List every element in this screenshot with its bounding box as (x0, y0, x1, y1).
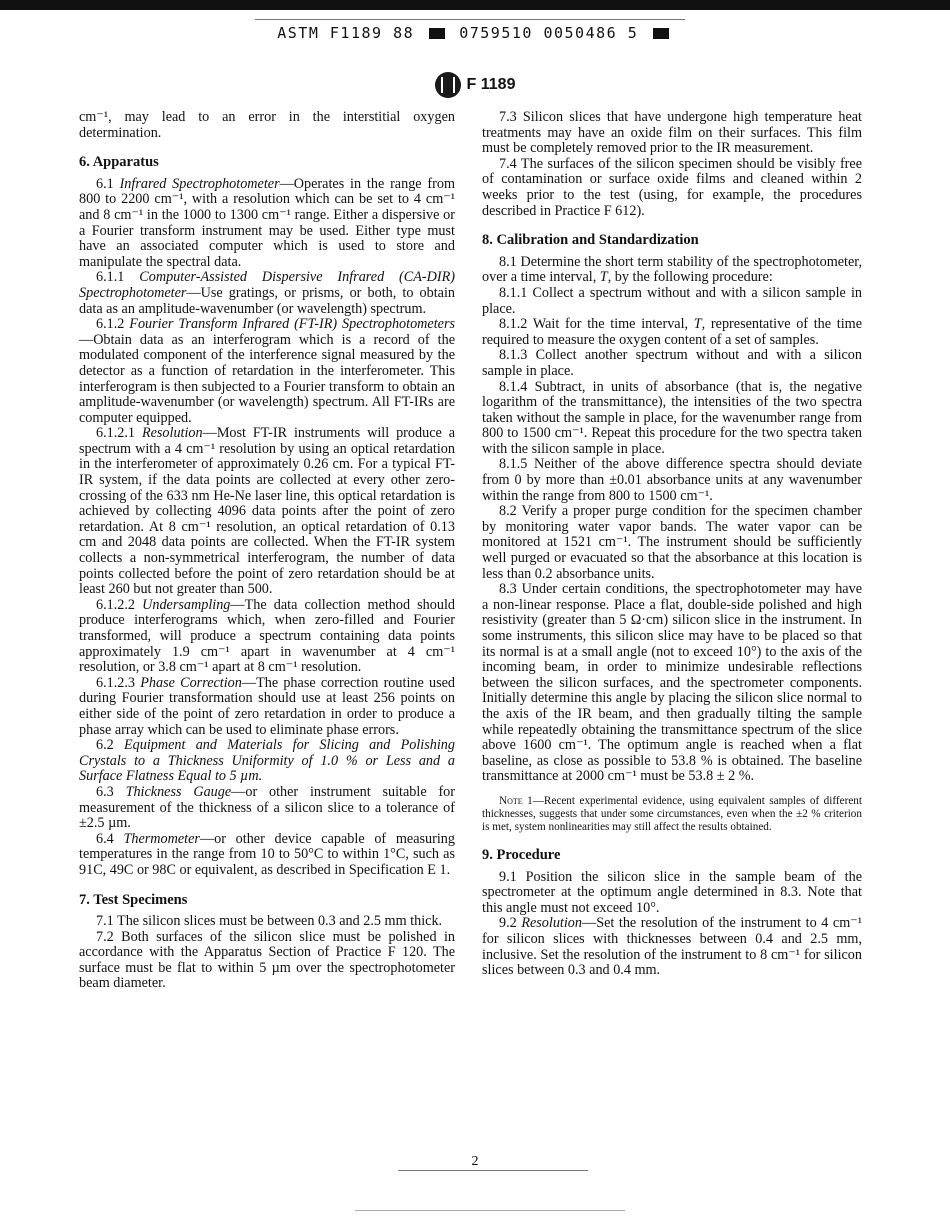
paragraph-7-1: 7.1 The silicon slices must be between 0.3 and 2.5 mm thick. (96, 913, 443, 930)
scan-header-line (0, 24, 950, 42)
paragraph-7-3: 7.3 Silicon slices that have undergone high temperature heat treatments may have an oxide film on their surfaces. This film must be completely removed prior to the IR measurement. (482, 109, 862, 157)
page-number: 2 (471, 1154, 479, 1169)
paragraph-8-2: 8.2 Verify a proper purge condition for the specimen chamber by monitoring water vapor bands. The water vapor can be monitored at 1521 cm⁻¹. The instrument should be sufficiently well purged or evacuated so that the absorbance at this location is less than 0.2 absorbance units. (482, 503, 862, 582)
paragraph-8-3: 8.3 Under certain conditions, the spectrophotometer may have a non-linear response. Place a flat, double-side polished and high resistivity (greater than 5 Ω·cm) silicon slice in the instrument. In some instruments, this silicon slice may have to be placed so that its normal is at a small angle (not to exceed 10°) to the axis of the incoming beam, in order to minimize undesirable reflections between the silicon surfaces, and the spectrometer components. Initially determine this angle by placing the silicon slice normal to the axis of the IR beam, and then gradually tilting the sample while repeatedly obtaining the transmittance spectrum of the slice above 1600 cm⁻¹. The optimum angle is reached when a flat baseline, as close as possible to 53.8 % is obtained. The baseline transmittance at 2000 cm⁻¹ must be 53.8 ± 2 %. (482, 581, 862, 785)
paragraph-8-1-2: 8.1.2 Wait for the time interval, T, representative of the time required to measure the oxygen content of a set of samples. (482, 316, 862, 348)
paragraph-6-1-2-1: 6.1.2.1 Resolution—Most FT-IR instruments will produce a spectrum with a 4 cm⁻¹ resolution by using an optical retardation in the interferometer of approximately 0.26 cm. For a typical FT-IR system, if the data points are collected at every other zero-crossing of the 633 nm He-Ne laser line, this optical retardation is achieved by collecting 4096 data points after the point of zero retardation. At 8 cm⁻¹ resolution, an optical retardation of 0.13 cm and 2048 data points are collected. When the FT-IR system collects a non-symmetrical interferogram, the number of data points collected before the point of zero retardation should be at least 260 but not greater than 500. (79, 425, 456, 598)
paragraph-6-3: 6.3 Thickness Gauge—or other instrument suitable for measurement of the thickness of a silicon slice to a tolerance of ±2.5 µm. (79, 783, 455, 832)
paragraph-7-2: 7.2 Both surfaces of the silicon slice must be polished in accordance with the Apparatus Section of Practice F 120. The surface must be flat to within 5 µm over the spectrophotometer beam diameter. (79, 928, 455, 992)
paragraph-6-1-2-3: 6.1.2.3 Phase Correction—The phase correction routine used during Fourier transformation should use at least 256 points on either side of the point of zero retardation in order to produce a phase array which can be used to eliminate phase errors. (79, 674, 455, 738)
left-column (79, 110, 455, 992)
paragraph-6-2: 6.2 Equipment and Materials for Slicing and Polishing Crystals to a Thickness Uniformity of 1.0 % or Less and a Surface Flatness Equal to 5 µm. (79, 737, 455, 785)
scan-id: ASTM F1189 88 (277, 24, 415, 42)
footer-rule (398, 1170, 588, 1171)
paragraph: cm⁻¹, may lead to an error in the interstitial oxygen determination. (79, 109, 455, 141)
bottom-rule (355, 1210, 625, 1211)
paragraph-6-1-1: 6.1.1 Computer-Assisted Dispersive Infrared (CA-DIR) Spectrophotometer—Use gratings, or prisms, or both, to obtain data as an amplitude-wavenumber (or wavelength) spectrum. (79, 269, 455, 317)
scan-top-edge (0, 0, 950, 10)
page-header (0, 72, 950, 98)
paragraph-9-2: 9.2 Resolution—Set the resolution of the instrument to 4 cm⁻¹ for silicon slices with thicknesses between 0.4 and 2.5 mm, inclusive. Set the resolution of the instrument to 8 cm⁻¹ for silicon slices between 0.3 and 0.4 mm. (482, 915, 863, 979)
paragraph-9-1: 9.1 Position the silicon slice in the sample beam of the spectrometer at the optimum angle determined in 8.3. Note that this angle must not exceed 10°. (482, 868, 862, 916)
section-heading-procedure: 9. Procedure (482, 846, 561, 863)
paragraph-7-4: 7.4 The surfaces of the silicon specimen should be visibly free of contamination or surface oxide films and cleaned within 2 weeks prior to the test (using, for example, the procedures described in Practice F 612). (482, 155, 862, 219)
paragraph-6-1-2: 6.1.2 Fourier Transform Infrared (FT-IR) Spectrophotometers—Obtain data as an interferogram which is a record of the modulated component of the interference signal measured by the detector as a function of retardation in the interferometer. This interferogram is then subjected to a Fourier transform to obtain an amplitude-wavenumber (or wavelength) spectrum. All FT-IRs are computer equipped. (79, 316, 456, 426)
standard-number: F 1189 (466, 76, 516, 93)
section-heading-test-specimens: 7. Test Specimens (79, 891, 188, 908)
redaction-block-icon (429, 28, 445, 39)
paragraph-8-1: 8.1 Determine the short term stability of the spectrophotometer, over a time interval, T, by the following procedure: (482, 253, 862, 286)
scan-code: 0759510 0050486 5 (459, 24, 639, 42)
paragraph-8-1-3: 8.1.3 Collect another spectrum without and with a silicon sample in place. (482, 347, 862, 379)
astm-logo-icon (435, 72, 461, 98)
section-heading-apparatus: 6. Apparatus (79, 154, 159, 171)
paragraph-6-1-2-2: 6.1.2.2 Undersampling—The data collection method should produce interferograms which, when zero-filled and Fourier transformed, will produce a spectrum containing data points approximately 1.9 cm⁻¹ apart in wavenumber at 4 cm⁻¹ resolution, or 3.8 cm⁻¹ apart at 8 cm⁻¹ resolution. (79, 596, 456, 676)
paragraph-6-4: 6.4 Thermometer—or other device capable of measuring temperatures in the range from 10 to 50°C to within 1°C, such as 91C, 49C or 98C or equivalent, as described in Specification E 1. (79, 830, 455, 878)
right-column (482, 110, 862, 979)
paragraph-8-1-4: 8.1.4 Subtract, in units of absorbance (that is, the negative logarithm of the transmittance), the intensities of the two spectra taken without the sample in place, for the wavenumber range from 800 to 1500 cm⁻¹. Repeat this procedure for the two spectra taken with the silicon sample in place. (482, 378, 862, 457)
paragraph-6-1: 6.1 Infrared Spectrophotometer—Operates in the range from 800 to 2200 cm⁻¹, with a resolution which can be set to 4 cm⁻¹ and 8 cm⁻¹ in the 1000 to 1300 cm⁻¹ range. Either a dispersive or a Fourier transform instrument may be used. Either type must have an associated computer which is used to store and manipulate the spectral data. (79, 175, 456, 270)
note-1: Note 1—Recent experimental evidence, using equivalent samples of different thicknesses, suggests that under some circumstances, even when the ±2 % criterion is met, system nonlinearities may still affect the results obtained. (482, 794, 862, 833)
paragraph-8-1-1: 8.1.1 Collect a spectrum without and with a silicon sample in place. (482, 284, 862, 317)
top-rule (255, 19, 685, 20)
paragraph-8-1-5: 8.1.5 Neither of the above difference spectra should deviate from 0 by more than ±0.01 absorbance units at any wavenumber within the range from 800 to 1500 cm⁻¹. (482, 456, 862, 504)
section-heading-calibration: 8. Calibration and Standardization (482, 232, 699, 249)
redaction-block-icon (653, 28, 669, 39)
